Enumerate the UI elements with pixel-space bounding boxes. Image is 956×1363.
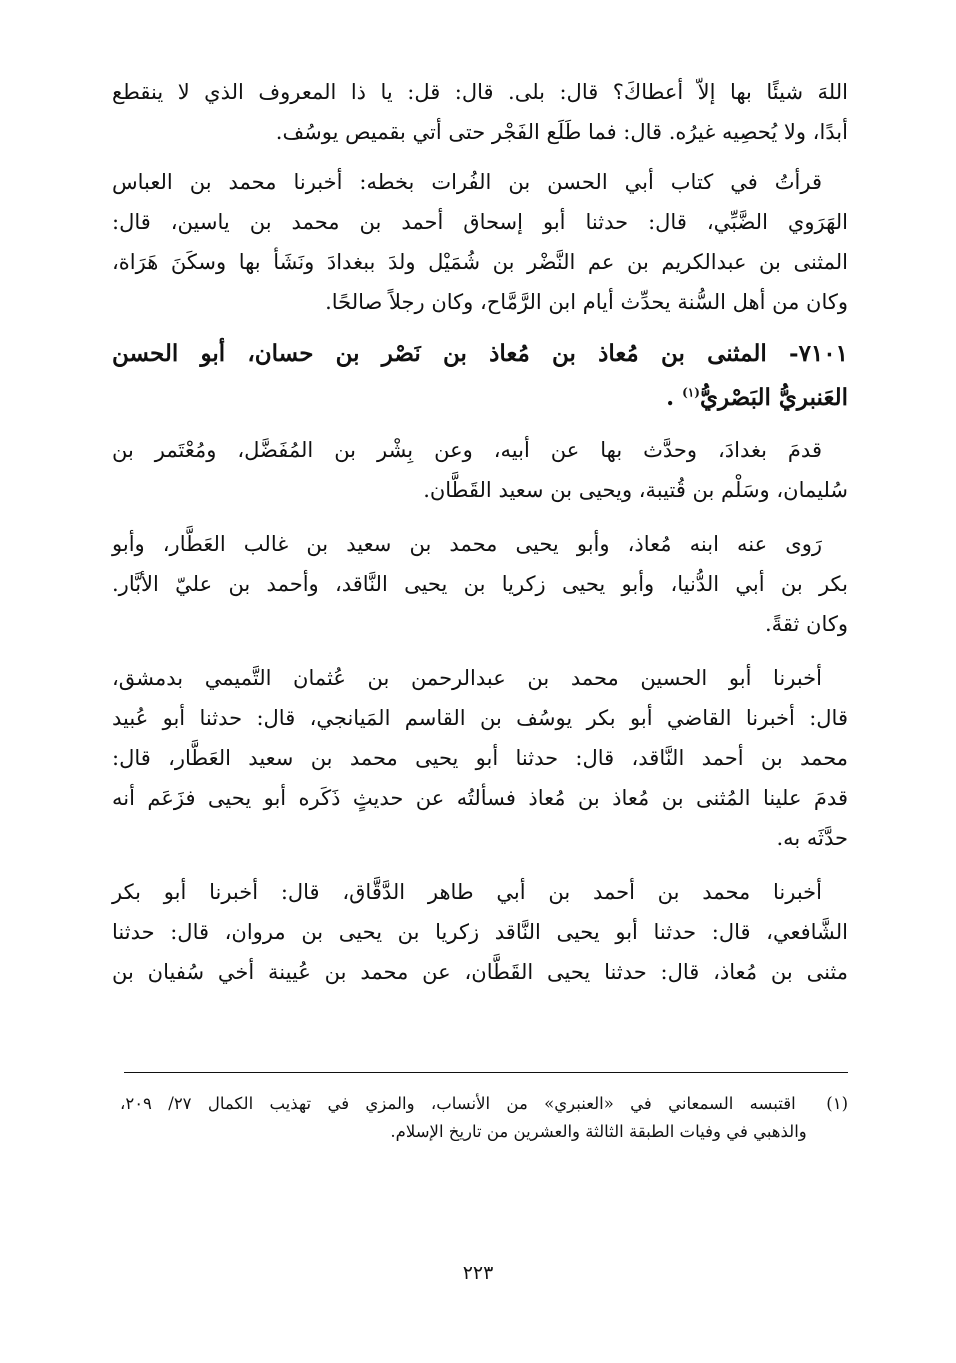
text-line: الشَّافعي، قال: حدثنا أبو يحيى النَّاقد زكريا بن يحيى بن مروان، قال: حدثنا bbox=[112, 920, 848, 944]
page-body bbox=[112, 72, 848, 996]
text-line: أبدًا، ولا يُحصِيه غيرُه. قال: فما طَلَع الفَجْر حتى أتي بقميص يوسُف. bbox=[275, 120, 848, 144]
entry-nisba: العَنبريُّ البَصْريُّ bbox=[699, 384, 848, 411]
paragraph-biography bbox=[112, 430, 848, 510]
text-line: قال: أخبرنا القاضي أبو بكر يوسُف بن القاسم المَيانجي، قال: حدثنا أبو عُبيد bbox=[112, 706, 848, 730]
entry-heading-end: . bbox=[666, 384, 675, 411]
text-line: رَوى عنه ابنه مُعاذ، وأبو يحيى محمد بن سعيد بن غالب العَطَّار، وأبو bbox=[112, 532, 822, 556]
footnote bbox=[120, 1090, 848, 1146]
text-line: سُليمان، وسَلْم بن قُتيبة، ويحيى بن سعيد القَطَّان. bbox=[423, 478, 848, 502]
entry-heading-line: ٧١٠١- المثنى بن مُعاذ بن مُعاذ بن نَصْر بن حسان، أبو الحسن bbox=[112, 340, 848, 367]
entry-heading bbox=[112, 332, 848, 420]
footnote-text: والذهبي في وفيات الطبقة الثالثة والعشرين من تاريخ الإسلام. bbox=[390, 1122, 807, 1141]
text-line: أخبرنا أبو الحسين محمد بن عبدالرحمن بن عُثمان التَّميمي بدمشق، bbox=[112, 666, 822, 690]
paragraph-isnad-1 bbox=[112, 658, 848, 858]
paragraph-narrators bbox=[112, 524, 848, 644]
text-line: قدمَ علينا المُثنى بن مُعاذ بن مُعاذ فسألتُه عن حديثٍ ذَكَره أبو يحيى فزَعَم أنه bbox=[112, 786, 848, 810]
text-line: وكان من أهل السُّنة يحدِّث أيام ابن الرَّمَّاح، وكان رجلاً صالحًا. bbox=[325, 290, 848, 314]
paragraph-reading bbox=[112, 162, 848, 322]
footnote-line bbox=[120, 1090, 848, 1118]
text-line: المثنى بن عبدالكريم بن عم النَّضْر بن شُمَيْل ولدَ ببغدادَ ونَشَأ بها وسكَنَ هَرَاة، bbox=[112, 250, 848, 274]
entry-heading-line bbox=[112, 376, 848, 420]
text-line: محمد بن أحمد النَّاقد، قال: حدثنا أبو يحيى محمد بن سعيد العَطَّار، قال: bbox=[112, 746, 848, 770]
text-line: بكر بن أبي الدُّنيا، وأبو يحيى زكريا بن يحيى النَّاقد، وأحمد بن عليّ الأبَّار. bbox=[112, 572, 848, 596]
text-line: قرأتُ في كتاب أبي الحسن بن الفُرات بخطه: أخبرنا محمد بن العباس bbox=[112, 170, 822, 194]
text-line: قدمَ بغدادَ، وحدَّث بها عن أبيه، وعن بِشْر بن المُفَضَّل، ومُعْتَمر بن bbox=[112, 438, 822, 462]
continued-paragraph bbox=[112, 72, 848, 152]
text-line: الهَرَوي الضَّبِّي، قال: حدثنا أبو إسحاق أحمد بن محمد بن ياسين، قال: bbox=[112, 210, 848, 234]
footnote-line bbox=[120, 1118, 848, 1146]
text-line: مثنى بن مُعاذ، قال: حدثنا يحيى القَطَّان، عن محمد بن عُيينة أخي سُفيان بن bbox=[112, 960, 848, 984]
text-line: وكان ثقةً. bbox=[764, 612, 848, 636]
text-line: حدَّثَه به. bbox=[776, 826, 848, 850]
text-line: اللهَ شيئًا بها إلاّ أعطاكَ؟ قال: بلى. قال: قل: يا ذا المعروف الذي لا ينقطع bbox=[112, 80, 848, 104]
text-line: أخبرنا محمد بن أحمد بن أبي طاهر الدَّقَّاق، قال: أخبرنا أبو بكر bbox=[112, 880, 822, 904]
footnote-reference: (١) bbox=[682, 385, 700, 400]
footnote-divider bbox=[124, 1072, 848, 1073]
page-number: ٢٢٣ bbox=[462, 1262, 494, 1284]
footnote-number: (١) bbox=[826, 1094, 848, 1113]
paragraph-isnad-2 bbox=[112, 872, 848, 992]
footnote-text: اقتبسه السمعاني في «العنبري» من الأنساب، والمزي في تهذيب الكمال ٢٧/ ٢٠٩، bbox=[120, 1094, 796, 1113]
